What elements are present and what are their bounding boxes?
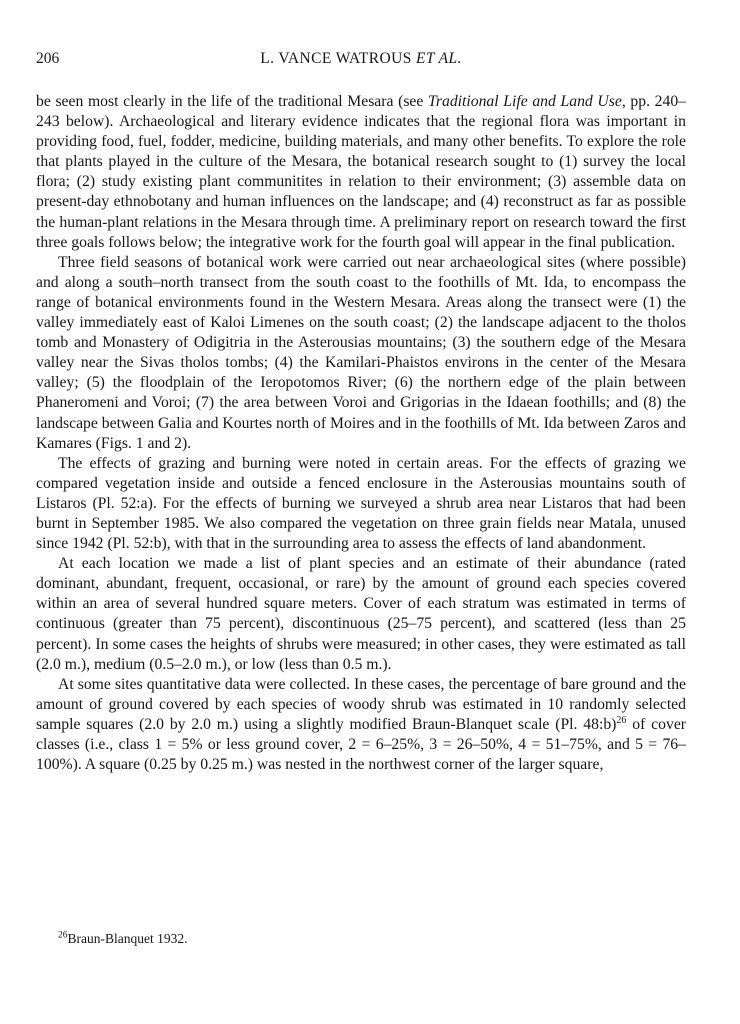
paragraph: Three field seasons of botanical work were carried out near archaeological sites (where possible) and along a south–north transect from the south coast to the foothills of Mt. Ida, to encompass the range of botanical environments found in the Western Mesara. Areas along the transect were (1) the valley immediately east of Kaloi Limenes on the south coast; (2) the landscape adjacent to the tholos tomb and Monastery of Odigitria in the Asterousias mountains; (3) the southern edge of the Mesara valley near the Sivas tholos tombs; (4) the Kamilari-Phaistos environs in the center of the Mesara valley; (5) the floodplain of the Ieropotomos River; (6) the northern edge of the plain between Phaneromeni and Voroi; (7) the area between Voroi and Grigorias in the Idaean foothills; and (8) the landscape between Galia and Kourtes north of Moires and in the foothills of Mt. Ida between Zaros and Kamares (Figs. 1 and 2).	[36, 253, 686, 452]
cross-reference-title: Traditional Life and Land Use	[428, 93, 622, 110]
running-head-author: L. VANCE WATROUS	[260, 50, 412, 67]
paragraph	[36, 675, 686, 775]
footnote-text: Braun-Blanquet 1932.	[67, 931, 188, 946]
paragraph-text: , pp. 240–243 below). Archaeological and literary evidence indicates that the regional flora was important in providing food, fuel, fodder, medicine, building materials, and many other benefits. To explore the role that plants played in the culture of the Mesara, the botanical research sought to (1) survey the local flora; (2) study existing plant communitites in relation to their environment; (3) assemble data on present-day ethnobotany and human influences on the landscape; and (4) reconstruct as far as possible the human-plant relations in the Mesara through time. A preliminary report on research toward the first three goals follows below; the integrative work for the fourth goal will appear in the final publication.	[36, 93, 687, 251]
running-head-etal: ET AL.	[411, 50, 462, 67]
footnote	[58, 930, 658, 947]
running-head-title	[36, 50, 686, 68]
page-number: 206	[36, 50, 60, 67]
paragraph: The effects of grazing and burning were noted in certain areas. For the effects of grazing we compared vegetation inside and outside a fenced enclosure in the Asterousias mountains south of Listaros (Pl. 52:a). For the effects of burning we surveyed a shrub area near Listaros that had been burnt in September 1985. We also compared the vegetation on three grain fields near Matala, unused since 1942 (Pl. 52:b), with that in the surrounding area to assess the effects of land abandonment.	[36, 454, 686, 553]
footnote-reference[interactable]: 26	[616, 714, 627, 726]
paragraph-text: be seen most clearly in the life of the traditional Mesara (see	[36, 93, 429, 110]
paragraph-text: At some sites quantitative data were collected. In these cases, the percentage of bare ground and the amount of ground covered by each species of woody shrub was estimated in 10 randomly selected sample squares (2.0 by 2.0 m.) using a slightly modified Braun-Blanquet scale (Pl. 48:b)	[36, 675, 686, 733]
body-text	[36, 92, 686, 775]
running-header	[36, 50, 686, 72]
paragraph: At each location we made a list of plant species and an estimate of their abundance (rated dominant, abundant, frequent, occasional, or rare) by the amount of ground each species covered within an area of several hundred square meters. Cover of each stratum was estimated in terms of continuous (greater than 75 percent), discontinuous (25–75 percent), and scattered (less than 25 percent). In some cases the heights of shrubs were measured; in other cases, they were estimated as tall (2.0 m.), medium (0.5–2.0 m.), or low (less than 0.5 m.).	[36, 555, 686, 673]
paragraph-text: of cover classes (i.e., class 1 = 5% or less ground cover, 2 = 6–25%, 3 = 26–50%, 4 = 51–75%, and 5 = 76–100%). A square (0.25 by 0.25 m.) was nested in the northwest corner of the larger square,	[36, 715, 687, 774]
footnote-number: 26	[58, 930, 68, 941]
paragraph	[36, 92, 686, 253]
